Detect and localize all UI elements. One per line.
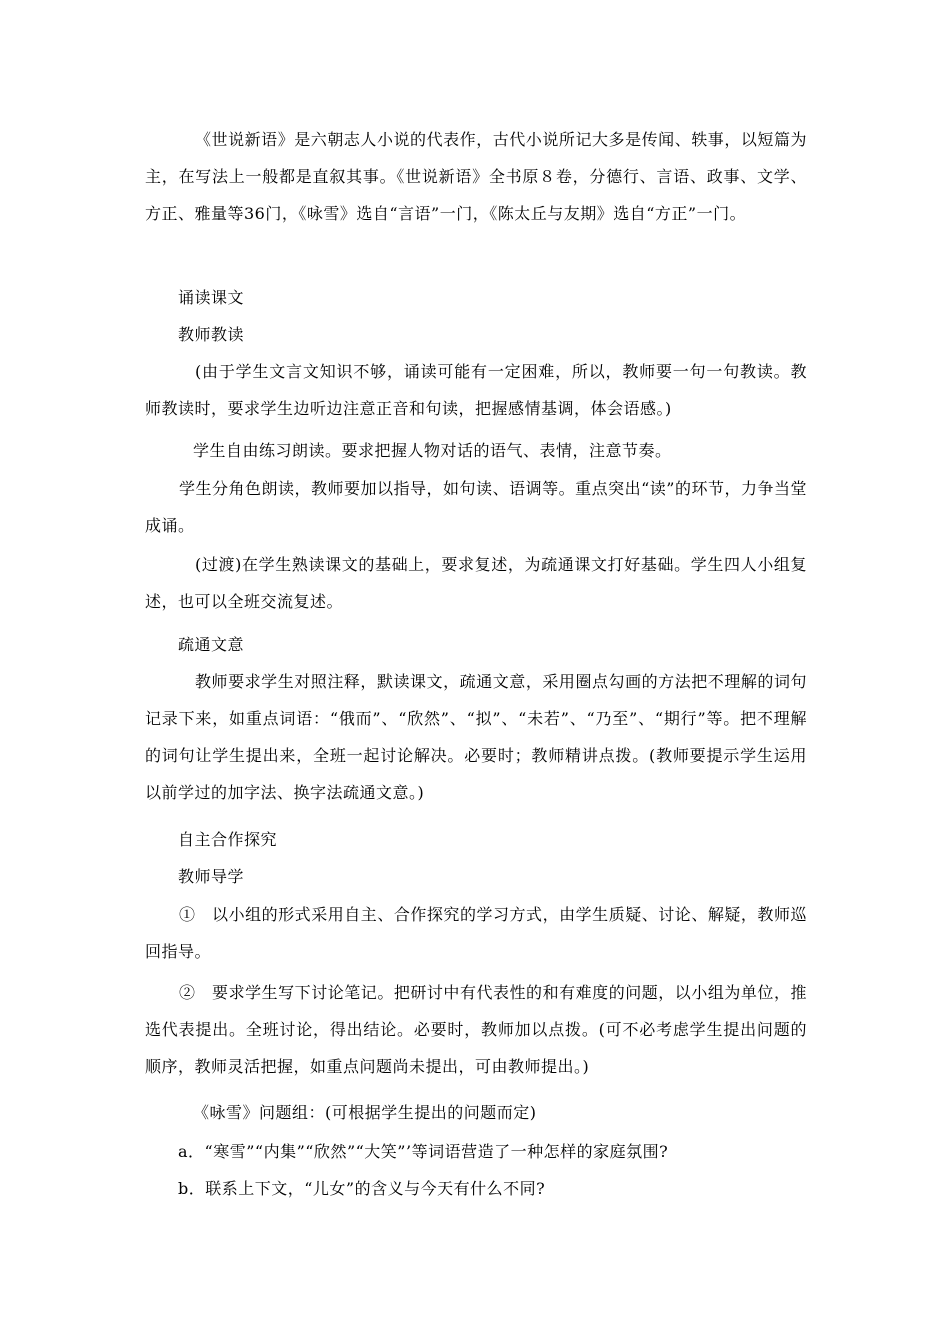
question-a: a．“寒雪”“内集”“欣然”“大笑”’等词语营造了一种怎样的家庭氛围? bbox=[178, 1142, 669, 1161]
section-heading-understand: 疏通文意 bbox=[178, 635, 245, 654]
question-group-heading: 《咏雪》问题组：(可根据学生提出的问题而定) bbox=[193, 1103, 537, 1122]
subheading-guided-learning: 教师导学 bbox=[178, 867, 245, 886]
paragraph-understand-detail: 教师要求学生对照注释，默读课文，疏通文意，采用圈点勾画的方法把不理解的词句记录下来，如重点词语：“俄而”、“欣然”、“拟”、“未若”、“乃至”、“期行”等。把不理解的词句让学生提出来，全班一起讨论解决。必要时；教师精讲点拨。(教师要提示学生运用以前学过的加字法、换字法疏通文意。) bbox=[145, 672, 807, 802]
subheading-teacher-reading: 教师教读 bbox=[178, 325, 245, 344]
question-b: b．联系上下文，“儿女”的含义与今天有什么不同? bbox=[178, 1179, 546, 1198]
paragraph-teacher-reading-note: (由于学生文言文知识不够，诵读可能有一定困难，所以，教师要一句一句教读。教师教读时，要求学生边听边注意正音和句读，把握感情基调，体会语感。) bbox=[145, 362, 807, 418]
section-heading-inquiry: 自主合作探究 bbox=[178, 830, 278, 849]
paragraph-free-practice: 学生自由练习朗读。要求把握人物对话的语气、表情，注意节奏。 bbox=[193, 441, 672, 460]
paragraph-transition: (过渡)在学生熟读课文的基础上，要求复述，为疏通课文打好基础。学生四人小组复述，也可以全班交流复述。 bbox=[145, 555, 807, 611]
section-heading-recite: 诵读课文 bbox=[178, 288, 245, 307]
list-item-1: ① 以小组的形式采用自主、合作探究的学习方式，由学生质疑、讨论、解疑，教师巡回指导。 bbox=[145, 905, 807, 961]
list-item-2: ② 要求学生写下讨论笔记。把研讨中有代表性的和有难度的问题，以小组为单位，推选代表提出。全班讨论，得出结论。必要时，教师加以点拨。(可不必考虑学生提出问题的顺序，教师灵活把握，如重点问题尚未提出，可由教师提出。) bbox=[145, 983, 807, 1076]
intro-paragraph: 《世说新语》是六朝志人小说的代表作，古代小说所记大多是传闻、轶事，以短篇为主，在写法上一般都是直叙其事。《世说新语》全书原８卷，分德行、言语、政事、文学、方正、雅量等36门，《咏雪》选自“言语”一门，《陈太丘与友期》选自“方正”一门。 bbox=[145, 130, 807, 223]
paragraph-role-reading: 学生分角色朗读，教师要加以指导，如句读、语调等。重点突出“读”的环节，力争当堂成诵。 bbox=[145, 479, 807, 535]
